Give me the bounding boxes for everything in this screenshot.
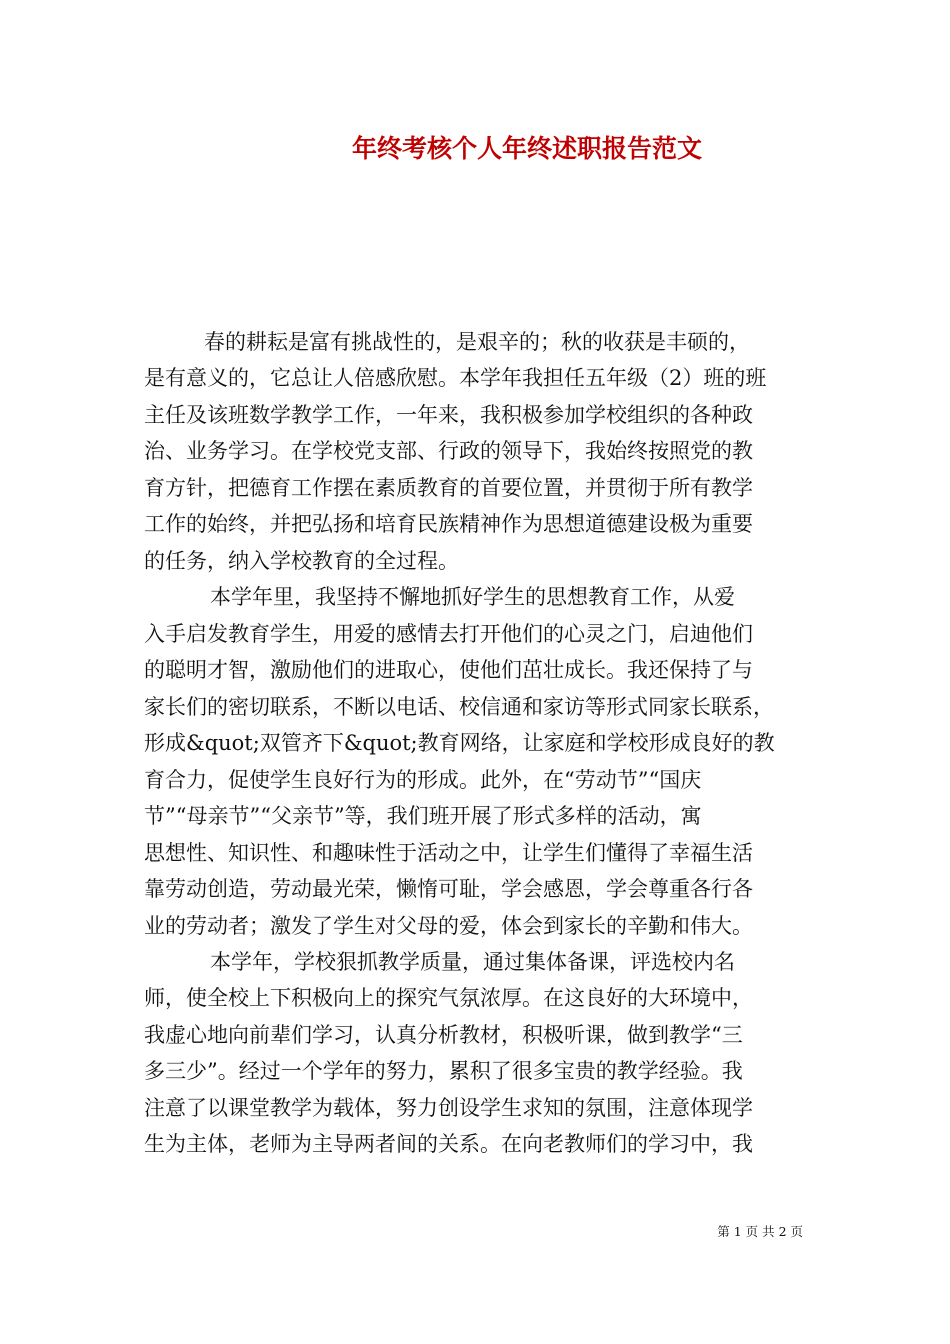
paragraph-3-line-3: 我虚心地向前辈们学习，认真分析教材，积极听课，做到教学“三 [144, 1022, 743, 1047]
paragraph-2-line-10: 业的劳动者；激发了学生对父母的爱，体会到家长的辛勤和伟大。 [144, 913, 753, 938]
paragraph-3-line-2: 师，使全校上下积极向上的探究气氛浓厚。在这良好的大环境中， [144, 986, 753, 1011]
paragraph-2-line-4: 家长们的密切联系，不断以电话、校信通和家访等形式同家长联系， [144, 694, 774, 719]
paragraph-2-line-2: 入手启发教育学生，用爱的感情去打开他们的心灵之门，启迪他们 [144, 621, 753, 646]
document-title: 年终考核个人年终述职报告范文 [351, 134, 702, 163]
paragraph-2-line-6: 育合力，促使学生良好行为的形成。此外，在“劳动节”“国庆 [144, 767, 702, 792]
paragraph-2-line-3: 的聪明才智，激励他们的进取心，使他们茁壮成长。我还保持了与 [144, 658, 753, 683]
paragraph-2-line-5: 形成&quot;双管齐下&quot;教育网络，让家庭和学校形成良好的教 [144, 731, 775, 756]
paragraph-2-line-9: 靠劳动创造，劳动最光荣，懒惰可耻，学会感恩，学会尊重各行各 [144, 877, 753, 902]
paragraph-1-line-3: 主任及该班数学教学工作，一年来，我积极参加学校组织的各种政 [144, 402, 753, 427]
paragraph-1-line-4: 治、业务学习。在学校党支部、行政的领导下，我始终按照党的教 [144, 439, 753, 464]
paragraph-2-line-8: 思想性、知识性、和趣味性于活动之中，让学生们懂得了幸福生活 [144, 840, 753, 865]
paragraph-1-line-6: 工作的始终，并把弘扬和培育民族精神作为思想道德建设极为重要 [144, 512, 753, 537]
paragraph-3-line-4: 多三少”。经过一个学年的努力，累积了很多宝贵的教学经验。我 [144, 1059, 743, 1084]
paragraph-3-line-1: 本学年，学校狠抓教学质量，通过集体备课，评选校内名 [210, 949, 735, 974]
paragraph-1-line-1: 春的耕耘是富有挑战性的，是艰辛的；秋的收获是丰硕的， [204, 330, 750, 354]
paragraph-1-line-7: 的任务，纳入学校教育的全过程。 [144, 548, 459, 573]
paragraph-1-line-2: 是有意义的，它总让人倍感欣慰。本学年我担任五年级（2）班的班 [144, 366, 767, 391]
paragraph-1-line-5: 育方针，把德育工作摆在素质教育的首要位置，并贯彻于所有教学 [144, 475, 753, 500]
paragraph-2-line-1: 本学年里，我坚持不懈地抓好学生的思想教育工作，从爱 [210, 585, 735, 610]
page-number-footer: 第 1 页 共 2 页 [717, 1224, 803, 1239]
paragraph-3-line-6: 生为主体，老师为主导两者间的关系。在向老教师们的学习中，我 [144, 1132, 753, 1157]
paragraph-2-line-7: 节”“母亲节”“父亲节”等，我们班开展了形式多样的活动，寓 [144, 804, 702, 829]
paragraph-3-line-5: 注意了以课堂教学为载体，努力创设学生求知的氛围，注意体现学 [144, 1095, 753, 1120]
document-body [144, 324, 844, 1163]
